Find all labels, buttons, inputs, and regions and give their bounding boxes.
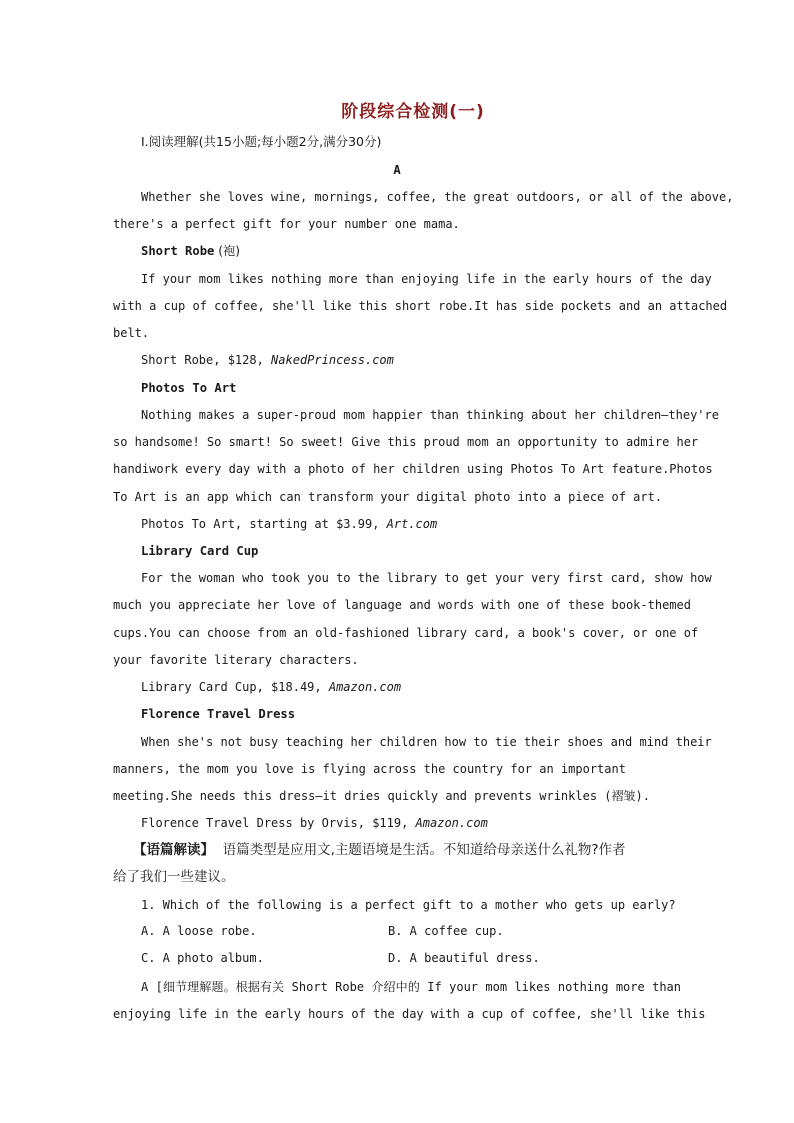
intro-line-2: there's a perfect gift for your number one mama. (113, 217, 460, 231)
item-price-text: Photos To Art, starting at $3.99, (141, 517, 387, 531)
analysis-label: 【语篇解读】 (133, 842, 214, 858)
item-body-line: Nothing makes a super-proud mom happier than thinking about her children—they're (141, 408, 719, 422)
item-heading-note: (袍) (218, 244, 240, 258)
item-heading (113, 243, 681, 259)
option-a: A. A loose robe. (141, 924, 257, 938)
item-price (113, 679, 681, 695)
item-price (113, 815, 681, 831)
item-body-line: To Art is an app which can transform your digital photo into a piece of art. (113, 490, 663, 504)
item-price (113, 352, 681, 368)
option-c: C. A photo album. (141, 951, 264, 965)
option-b: B. A coffee cup. (388, 924, 504, 938)
item-body-line: so handsome! So smart! So sweet! Give this proud mom an opportunity to admire her (113, 435, 699, 449)
answer-line-2: enjoying life in the early hours of the day with a cup of coffee, she'll like this (113, 1007, 706, 1021)
intro-line-1: Whether she loves wine, mornings, coffee, the great outdoors, or all of the above, (141, 190, 734, 204)
passage-letter: A (393, 163, 401, 177)
item-body-line: much you appreciate her love of language and words with one of these book-themed (113, 598, 691, 612)
item-heading-text: Florence Travel Dress (141, 707, 296, 721)
item-body-line: For the woman who took you to the library to get your very first card, show how (141, 571, 712, 585)
item-body-line: cups.You can choose from an old-fashioned library card, a book's cover, or one of (113, 626, 699, 640)
analysis-line-1 (133, 842, 693, 858)
item-heading (113, 380, 681, 396)
item-price (113, 516, 681, 532)
option-d: D. A beautiful dress. (388, 951, 540, 965)
item-body-line: with a cup of coffee, she'll like this short robe.It has side pockets and an attached (113, 299, 728, 313)
item-price-text: Short Robe, $128, (141, 353, 272, 367)
answer-line-1: A [细节理解题。根据有关 Short Robe 介绍中的 If your mom likes nothing more than (141, 980, 681, 994)
item-body-line: When she's not busy teaching her children how to tie their shoes and mind their (141, 735, 712, 749)
item-heading (113, 543, 681, 559)
item-site: Art.com (386, 517, 438, 531)
item-site: Amazon.com (328, 680, 402, 694)
item-heading-text: Photos To Art (141, 381, 237, 395)
item-body-line: If your mom likes nothing more than enjoying life in the early hours of the day (141, 272, 712, 286)
item-heading-text: Short Robe (141, 244, 215, 258)
section-header: Ⅰ.阅读理解(共15小题;每小题2分,满分30分) (141, 134, 382, 149)
item-body-line: manners, the mom you love is flying across the country for an important (113, 762, 626, 776)
question-stem: 1. Which of the following is a perfect gift to a mother who gets up early? (141, 898, 676, 912)
analysis-line-2: 给了我们一些建议。 (113, 869, 235, 885)
item-site: Amazon.com (415, 816, 488, 830)
item-heading (113, 706, 681, 722)
item-body-line: belt. (113, 326, 150, 340)
item-site: NakedPrincess.com (271, 353, 394, 367)
item-price-text: Library Card Cup, $18.49, (141, 680, 329, 694)
item-heading-text: Library Card Cup (141, 544, 259, 558)
item-body-line: your favorite literary characters. (113, 653, 359, 667)
page-title: 阶段综合检测(一) (341, 102, 485, 122)
item-price-text: Florence Travel Dress by Orvis, $119, (141, 816, 416, 830)
item-body-line: handiwork every day with a photo of her children using Photos To Art feature.Photos (113, 462, 713, 476)
item-body-line: meeting.She needs this dress—it dries quickly and prevents wrinkles (褶皱). (113, 789, 650, 803)
analysis-text: 语篇类型是应用文,主题语境是生活。不知道给母亲送什么礼物?作者 (222, 842, 626, 858)
